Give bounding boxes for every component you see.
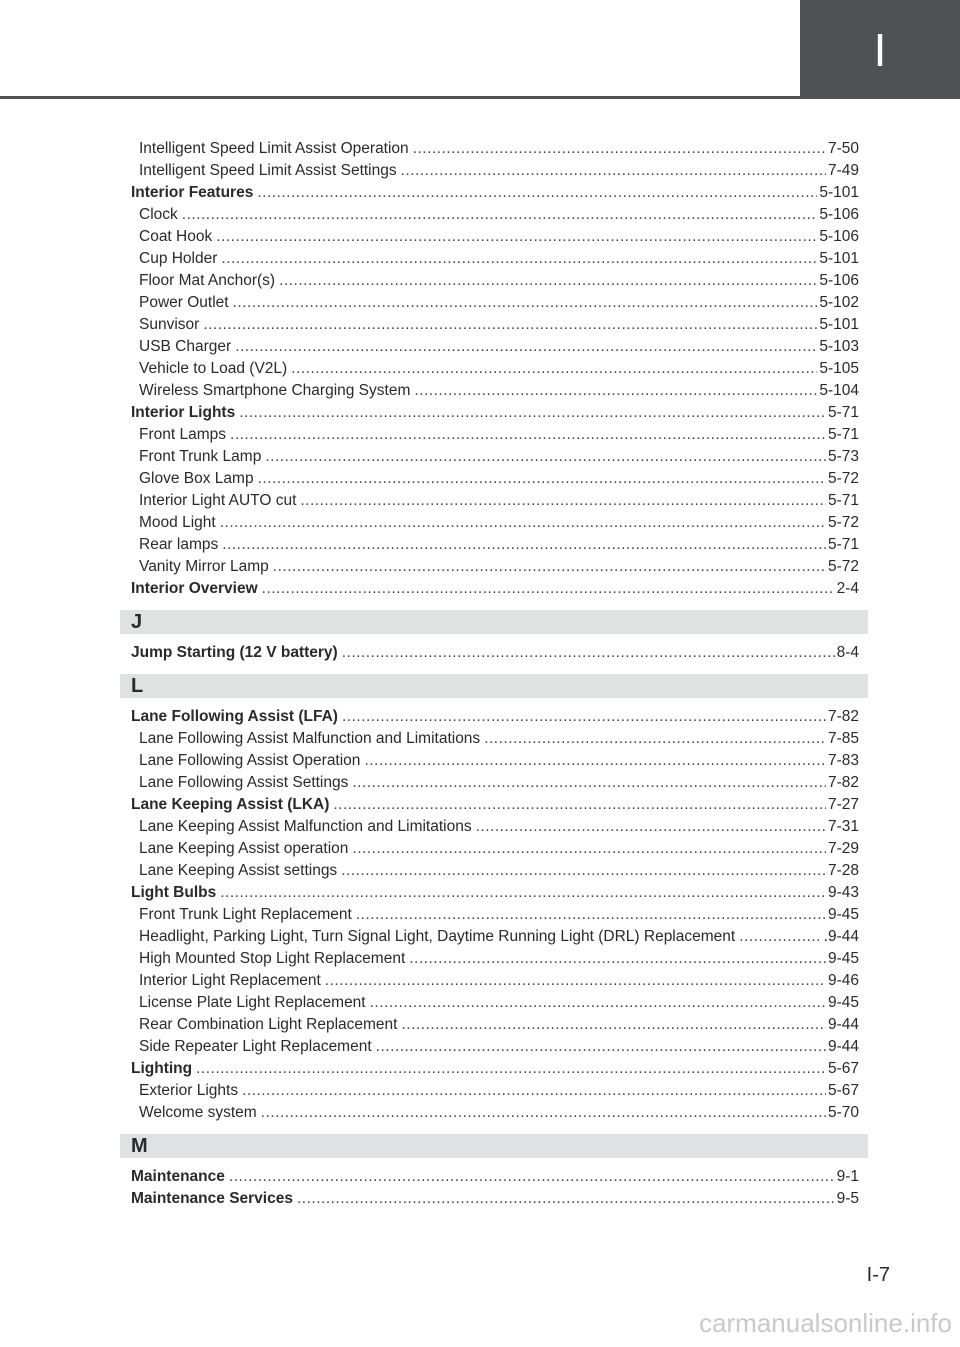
index-entry-label: Interior Features — [131, 184, 254, 201]
watermark-text: carmanualsonline.info — [699, 1308, 952, 1338]
dot-leader — [370, 992, 826, 1014]
dot-leader — [203, 314, 817, 336]
index-entry-page: 5-72 — [827, 558, 859, 575]
index-entry-label: Vehicle to Load (V2L) — [139, 360, 288, 377]
index-entry-main — [131, 794, 859, 816]
index-entry-label: Mood Light — [139, 514, 216, 531]
header-rule — [0, 96, 800, 99]
index-entry-page: 7-28 — [827, 862, 859, 879]
index-entry-sub — [131, 226, 859, 248]
dot-leader — [352, 772, 826, 794]
index-entry-page: 7-49 — [827, 162, 859, 179]
index-entry-page: 9-44 — [827, 1038, 859, 1055]
index-entry-page: 7-82 — [827, 708, 859, 725]
index-entry-page: 5-101 — [819, 250, 859, 267]
index-entry-label: Wireless Smartphone Charging System — [139, 382, 411, 399]
index-entry-page: 5-71 — [827, 536, 859, 553]
index-entry-label: Lane Keeping Assist Malfunction and Limitations — [139, 818, 472, 835]
dot-leader — [279, 270, 817, 292]
dot-leader — [257, 182, 817, 204]
index-entry-label: Front Trunk Light Replacement — [139, 906, 352, 923]
dot-leader — [235, 336, 817, 358]
index-entry-page: 5-73 — [827, 448, 859, 465]
index-entry-page: 7-82 — [827, 774, 859, 791]
index-entry-sub — [131, 750, 859, 772]
index-entry-label: Lane Following Assist (LFA) — [131, 708, 338, 725]
index-entry-main — [131, 1058, 859, 1080]
index-entry-page: 2-4 — [836, 580, 859, 597]
section-header-l — [120, 674, 868, 698]
section-header-j — [120, 610, 868, 634]
index-entry-label: Lane Following Assist Operation — [139, 752, 361, 769]
index-entry-sub — [131, 160, 859, 182]
index-entry-sub — [131, 336, 859, 358]
dot-leader — [273, 556, 826, 578]
dot-leader — [262, 578, 835, 600]
dot-leader — [258, 468, 826, 490]
index-entry-label: Floor Mat Anchor(s) — [139, 272, 276, 289]
index-entry-page: 5-71 — [827, 426, 859, 443]
dot-leader — [220, 512, 826, 534]
dot-leader — [401, 160, 826, 182]
index-entry-label: High Mounted Stop Light Replacement — [139, 950, 406, 967]
section-letter: L — [131, 674, 144, 697]
index-entry-label: Lighting — [131, 1060, 193, 1077]
dot-leader — [356, 904, 826, 926]
index-entry-sub — [131, 1080, 859, 1102]
section-header-m — [120, 1134, 868, 1158]
dot-leader — [291, 358, 817, 380]
index-entry-page: 5-106 — [819, 272, 859, 289]
index-entry-sub — [131, 358, 859, 380]
index-entry-label: Lane Keeping Assist (LKA) — [131, 796, 330, 813]
index-entry-page: 7-50 — [827, 140, 859, 157]
index-entry-page: 9-5 — [836, 1190, 859, 1207]
index-entry-page: 9-46 — [827, 972, 859, 989]
index-entry-label: Vanity Mirror Lamp — [139, 558, 269, 575]
index-entry-page: 7-29 — [827, 840, 859, 857]
index-entry-sub — [131, 490, 859, 512]
dot-leader — [297, 1188, 835, 1210]
dot-leader — [376, 1036, 826, 1058]
dot-leader — [401, 1014, 825, 1036]
dot-leader — [409, 948, 826, 970]
index-entry-label: Exterior Lights — [139, 1082, 239, 1099]
index-entry-label: Cup Holder — [139, 250, 218, 267]
dot-leader — [342, 642, 835, 664]
index-entry-main — [131, 578, 859, 600]
index-entry-page: 9-44 — [827, 1016, 859, 1033]
index-entry-page: 5-103 — [819, 338, 859, 355]
dot-leader — [221, 248, 817, 270]
index-entry-main — [131, 706, 859, 728]
dot-leader — [476, 816, 826, 838]
index-entry-sub — [131, 948, 859, 970]
index-entry-page: 5-72 — [827, 470, 859, 487]
index-entry-sub — [131, 728, 859, 750]
index-entry-sub — [131, 292, 859, 314]
index-entry-label: USB Charger — [139, 338, 232, 355]
index-entry-sub — [131, 992, 859, 1014]
index-entry-sub — [131, 970, 859, 992]
index-entry-label: Interior Light AUTO cut — [139, 492, 297, 509]
index-entry-label: Glove Box Lamp — [139, 470, 254, 487]
index-entry-label: Power Outlet — [139, 294, 229, 311]
dot-leader — [342, 706, 826, 728]
index-entry-main — [131, 182, 859, 204]
index-entry-page: 9-43 — [827, 884, 859, 901]
index-entry-main — [131, 1188, 859, 1210]
index-entry-sub — [131, 1014, 859, 1036]
dot-leader — [182, 204, 818, 226]
index-entry-page: 5-106 — [819, 228, 859, 245]
index-entry-label: Front Trunk Lamp — [139, 448, 262, 465]
index-entry-label: Intelligent Speed Limit Assist Settings — [139, 162, 397, 179]
dot-leader — [220, 882, 826, 904]
index-entry-page: 9-45 — [827, 906, 859, 923]
dot-leader — [222, 534, 826, 556]
index-entry-page: 5-67 — [827, 1060, 859, 1077]
index-entry-label: Interior Lights — [131, 404, 236, 421]
index-entry-label: Rear lamps — [139, 536, 219, 553]
dot-leader — [242, 1080, 826, 1102]
index-entry-label: Maintenance Services — [131, 1190, 293, 1207]
index-entry-label: Side Repeater Light Replacement — [139, 1038, 372, 1055]
index-entry-page: .9-44 — [823, 928, 859, 945]
dot-leader — [261, 1102, 826, 1124]
index-entry-page: 7-85 — [827, 730, 859, 747]
dot-leader — [364, 750, 826, 772]
index-entry-page: 5-67 — [827, 1082, 859, 1099]
index-entry-label: License Plate Light Replacement — [139, 994, 366, 1011]
index-entry-page: 5-101 — [819, 184, 859, 201]
index-entry-page: 5-72 — [827, 514, 859, 531]
index-entry-label: Front Lamps — [139, 426, 227, 443]
index-entry-sub — [131, 468, 859, 490]
dot-leader — [341, 860, 826, 882]
index-entry-sub — [131, 424, 859, 446]
index-entry-label: Jump Starting (12 V battery) — [131, 644, 338, 661]
index-entry-sub — [131, 816, 859, 838]
index-letter-tab-label: I — [873, 23, 887, 76]
index-entry-sub — [131, 860, 859, 882]
index-entry-page: 5-71 — [827, 404, 859, 421]
index-entry-main — [131, 1166, 859, 1188]
index-entry-label: Lane Keeping Assist settings — [139, 862, 338, 879]
index-entry-page: 5-101 — [819, 316, 859, 333]
dot-leader — [484, 728, 826, 750]
index-entry-label: Lane Following Assist Settings — [139, 774, 349, 791]
index-entry-label: Lane Keeping Assist operation — [139, 840, 349, 857]
index-entry-label: Lane Following Assist Malfunction and Limitations — [139, 730, 481, 747]
dot-leader — [229, 1166, 835, 1188]
index-entry-sub — [131, 248, 859, 270]
index-entry-sub — [131, 904, 859, 926]
index-entry-page: 8-4 — [836, 644, 859, 661]
index-entry-page: 5-106 — [819, 206, 859, 223]
index-entry-label: Rear Combination Light Replacement — [139, 1016, 398, 1033]
index-list — [131, 138, 859, 1210]
dot-leader — [413, 138, 826, 160]
index-entry-sub — [131, 512, 859, 534]
index-entry-sub — [131, 838, 859, 860]
dot-leader — [333, 794, 826, 816]
index-entry-sub — [131, 556, 859, 578]
index-entry-label: Clock — [139, 206, 178, 223]
index-letter-tab — [800, 0, 960, 99]
index-entry-label: Intelligent Speed Limit Assist Operation — [139, 140, 409, 157]
dot-leader — [196, 1058, 826, 1080]
dot-leader — [414, 380, 817, 402]
index-entry-label: Interior Overview — [131, 580, 258, 597]
index-entry-label: Coat Hook — [139, 228, 213, 245]
section-letter: J — [131, 610, 143, 633]
index-entry-sub — [131, 204, 859, 226]
index-entry-page: 5-105 — [819, 360, 859, 377]
index-entry-label: Maintenance — [131, 1168, 225, 1185]
index-entry-sub — [131, 534, 859, 556]
index-entry-label: Sunvisor — [139, 316, 200, 333]
dot-leader — [352, 838, 826, 860]
index-entry-page: 5-104 — [819, 382, 859, 399]
index-entry-sub — [131, 1102, 859, 1124]
index-entry-sub — [131, 314, 859, 336]
index-entry-sub — [131, 270, 859, 292]
dot-leader — [325, 970, 826, 992]
index-entry-sub — [131, 772, 859, 794]
index-entry-sub — [131, 138, 859, 160]
page-number: I-7 — [866, 1264, 890, 1286]
dot-leader — [230, 424, 826, 446]
index-entry-main — [131, 642, 859, 664]
dot-leader — [739, 926, 821, 948]
index-entry-sub — [131, 1036, 859, 1058]
index-entry-page: 9-45 — [827, 994, 859, 1011]
index-entry-sub — [131, 380, 859, 402]
index-entry-label: Headlight, Parking Light, Turn Signal Light, Daytime Running Light (DRL) Replacement — [139, 928, 736, 945]
dot-leader — [300, 490, 826, 512]
index-entry-sub — [131, 446, 859, 468]
index-entry-label: Interior Light Replacement — [139, 972, 321, 989]
index-entry-page: 7-83 — [827, 752, 859, 769]
dot-leader — [216, 226, 817, 248]
index-entry-main — [131, 402, 859, 424]
index-entry-label: Light Bulbs — [131, 884, 217, 901]
section-letter: M — [131, 1134, 148, 1157]
dot-leader — [239, 402, 826, 424]
index-entry-page: 7-27 — [827, 796, 859, 813]
index-entry-page: 5-71 — [827, 492, 859, 509]
dot-leader — [265, 446, 826, 468]
index-entry-main — [131, 882, 859, 904]
index-entry-page: 9-1 — [836, 1168, 859, 1185]
index-entry-page: 5-102 — [819, 294, 859, 311]
index-entry-page: 7-31 — [827, 818, 859, 835]
dot-leader — [233, 292, 818, 314]
index-entry-page: 5-70 — [827, 1104, 859, 1121]
index-entry-label: Welcome system — [139, 1104, 257, 1121]
index-entry-page: 9-45 — [827, 950, 859, 967]
index-entry-sub — [131, 926, 859, 948]
